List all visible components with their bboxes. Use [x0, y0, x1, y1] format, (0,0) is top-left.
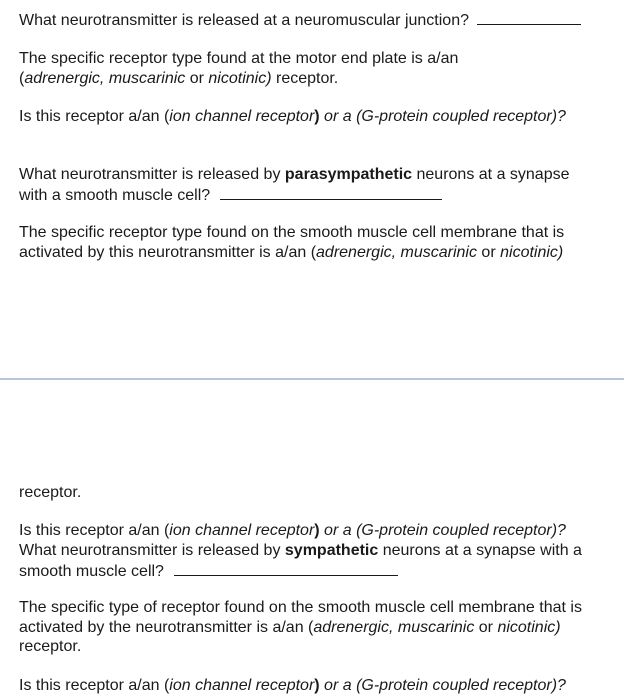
options-text: adrenergic, muscarinic: [316, 243, 477, 261]
question-parasympathetic-neurotransmitter: [19, 165, 619, 205]
question-line: (adrenergic, muscarinic or nicotinic) receptor.: [19, 69, 339, 87]
option-gpcr: or a (G-protein coupled receptor)?: [319, 677, 566, 694]
receptor-continuation: receptor.: [19, 484, 82, 501]
question-line: What neurotransmitter is released by sympathetic neurons at a synapse with a: [19, 542, 582, 559]
page-divider: [0, 378, 624, 380]
question-line: smooth muscle cell?: [19, 561, 619, 582]
question-receptor-class-3: Is this receptor a/an (ion channel receptor) or a (G-protein coupled receptor)?: [19, 677, 566, 694]
question-line: The specific receptor type found on the smooth muscle cell membrane that is: [19, 224, 565, 241]
options-text: adrenergic, muscarinic: [24, 69, 186, 87]
question-receptor-class-1: Is this receptor a/an (ion channel receptor) or a (G-protein coupled receptor)?: [19, 108, 566, 125]
answer-blank[interactable]: [174, 561, 398, 576]
option-nicotinic: nicotinic): [208, 69, 272, 87]
question-line: activated by the neurotransmitter is a/an (adrenergic, muscarinic or nicotinic): [19, 618, 561, 636]
option-nicotinic: nicotinic): [500, 243, 564, 261]
keyword-parasympathetic: parasympathetic: [284, 166, 413, 183]
question-smooth-muscle-receptor-type: [19, 598, 619, 657]
option-nicotinic: nicotinic): [497, 618, 561, 636]
question-neuromuscular-neurotransmitter: [19, 10, 619, 31]
question-line: with a smooth muscle cell?: [19, 185, 619, 206]
question-receptor-class-2: Is this receptor a/an (ion channel receptor) or a (G-protein coupled receptor)?: [19, 522, 566, 539]
question-line: The specific type of receptor found on the smooth muscle cell membrane that is: [19, 599, 582, 616]
option-gpcr: or a (G-protein coupled receptor)?: [319, 108, 566, 125]
answer-blank[interactable]: [220, 185, 442, 200]
option-gpcr: or a (G-protein coupled receptor)?: [319, 522, 566, 539]
option-ion-channel: ion channel receptor: [169, 108, 315, 125]
question-line: The specific receptor type found at the motor end plate is a/an: [19, 50, 459, 67]
question-line: What neurotransmitter is released by parasympathetic neurons at a synapse: [19, 166, 570, 183]
option-ion-channel: ion channel receptor: [169, 522, 315, 539]
question-smooth-muscle-receptor-para: [19, 223, 619, 262]
question-line: receptor.: [19, 638, 82, 655]
question-sympathetic-neurotransmitter: [19, 541, 619, 581]
answer-blank[interactable]: [477, 10, 581, 25]
question-text: What neurotransmitter is released at a neuromuscular junction?: [19, 12, 469, 29]
keyword-sympathetic: sympathetic: [284, 542, 379, 559]
question-motor-end-plate-receptor: [19, 49, 619, 88]
question-line: activated by this neurotransmitter is a/an (adrenergic, muscarinic or nicotinic): [19, 243, 564, 261]
option-ion-channel: ion channel receptor: [169, 677, 315, 694]
options-text: adrenergic, muscarinic: [313, 618, 475, 636]
